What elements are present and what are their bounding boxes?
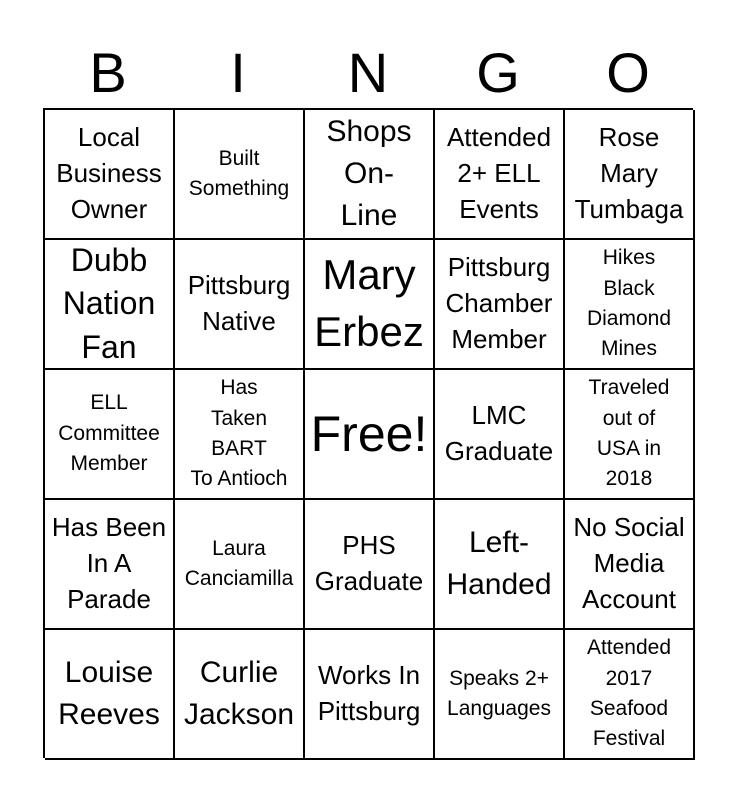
bingo-cell[interactable]: Built Something	[175, 110, 305, 240]
bingo-cell[interactable]: Pittsburg Native	[175, 240, 305, 370]
bingo-cell[interactable]: Curlie Jackson	[175, 630, 305, 760]
bingo-cell[interactable]: Mary Erbez	[305, 240, 435, 370]
header-letter-n: N	[347, 41, 389, 104]
bingo-cell[interactable]: LMC Graduate	[435, 370, 565, 500]
bingo-cell[interactable]: Attended 2017 Seafood Festival	[565, 630, 695, 760]
bingo-cell[interactable]: Shops On- Line	[305, 110, 435, 240]
bingo-cell[interactable]: Speaks 2+ Languages	[435, 630, 565, 760]
bingo-cell[interactable]: Left- Handed	[435, 500, 565, 630]
header-letter-g: G	[476, 41, 520, 104]
bingo-cell[interactable]: Works In Pittsburg	[305, 630, 435, 760]
bingo-cell[interactable]: ELL Committee Member	[45, 370, 175, 500]
bingo-cell[interactable]: Laura Canciamilla	[175, 500, 305, 630]
header-letter-i: I	[230, 41, 246, 104]
bingo-header	[43, 38, 693, 108]
bingo-cell[interactable]: PHS Graduate	[305, 500, 435, 630]
free-space-cell[interactable]: Free!	[305, 370, 435, 500]
bingo-cell[interactable]: Local Business Owner	[45, 110, 175, 240]
header-letter-o: O	[606, 41, 650, 104]
bingo-cell[interactable]: Attended 2+ ELL Events	[435, 110, 565, 240]
header-letter-b: B	[89, 41, 127, 104]
bingo-cell[interactable]: Hikes Black Diamond Mines	[565, 240, 695, 370]
bingo-card-grid	[43, 108, 693, 758]
bingo-cell[interactable]: Louise Reeves	[45, 630, 175, 760]
bingo-cell[interactable]: No Social Media Account	[565, 500, 695, 630]
bingo-cell[interactable]: Pittsburg Chamber Member	[435, 240, 565, 370]
bingo-cell[interactable]: Rose Mary Tumbaga	[565, 110, 695, 240]
bingo-cell[interactable]: Traveled out of USA in 2018	[565, 370, 695, 500]
bingo-cell[interactable]: Has Taken BART To Antioch	[175, 370, 305, 500]
bingo-cell[interactable]: Has Been In A Parade	[45, 500, 175, 630]
bingo-cell[interactable]: Dubb Nation Fan	[45, 240, 175, 370]
